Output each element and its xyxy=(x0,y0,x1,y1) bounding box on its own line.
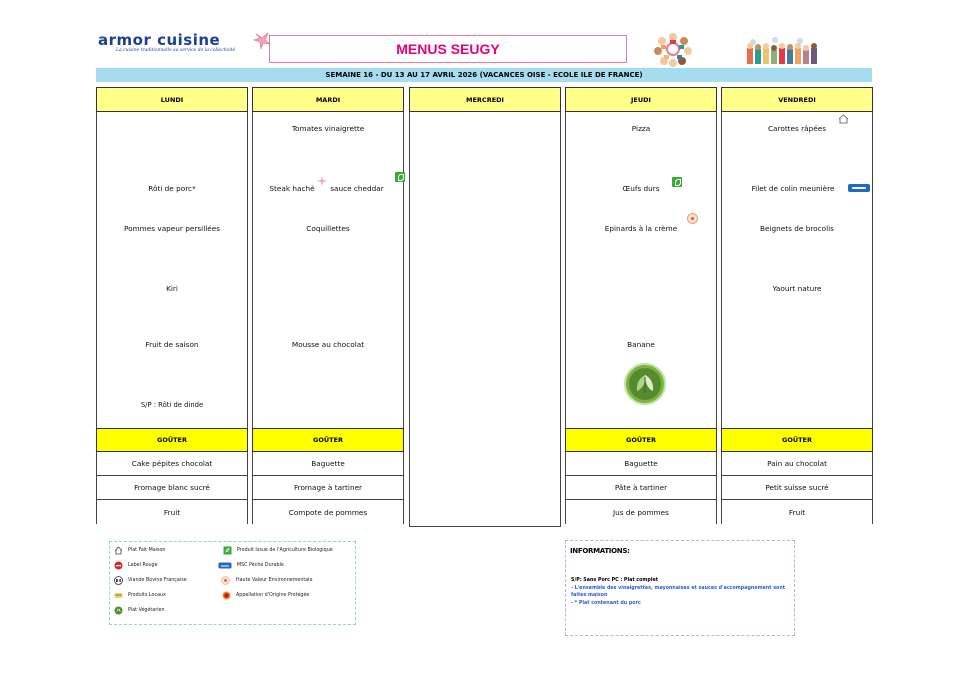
legend-label: Label Rouge xyxy=(128,563,158,568)
menu-item: Carottes râpées xyxy=(767,124,827,133)
armor-cuisine-logo xyxy=(98,32,258,53)
legend-item xyxy=(222,591,309,600)
day-header: JEUDI xyxy=(565,87,717,112)
day-column-mercredi xyxy=(409,87,561,527)
day-menu xyxy=(252,112,404,428)
menu-item: Banane xyxy=(627,340,655,349)
gouter-item: Fruit xyxy=(96,500,248,524)
legend-label: Haute Valeur Environnementale xyxy=(236,578,313,583)
day-header: MERCREDI xyxy=(409,87,561,112)
gouter-item: Pain au chocolat xyxy=(721,452,873,476)
legend-item xyxy=(114,606,165,615)
info-note: - * Plat contenant du porc xyxy=(571,601,641,606)
menu-title-box xyxy=(269,35,627,63)
plat-vegetarien-icon xyxy=(114,606,123,615)
day-header: LUNDI xyxy=(96,87,248,112)
menu-item: Mousse au chocolat xyxy=(291,340,365,349)
day-column-vendredi xyxy=(721,87,873,527)
viande-bovine-icon xyxy=(114,576,123,585)
menu-item: sauce cheddar xyxy=(330,184,384,193)
aop-icon xyxy=(222,591,231,600)
gouter-header: GOÛTER xyxy=(252,428,404,452)
legend-label: Produits Locaux xyxy=(128,593,166,598)
day-header: MARDI xyxy=(252,87,404,112)
day-header: VENDREDI xyxy=(721,87,873,112)
menu-item-sans-porc: S/P : Rôti de dinde xyxy=(140,401,204,409)
agriculture-bio-icon xyxy=(672,177,682,187)
gouter-header: GOÛTER xyxy=(565,428,717,452)
menu-item: Rôti de porc* xyxy=(148,184,196,193)
legend-label: Produit Issue de l'Agriculture Biologique xyxy=(237,548,333,553)
menu-item: Steak haché xyxy=(269,184,315,193)
menu-item: Œufs durs xyxy=(622,184,660,193)
house-icon xyxy=(114,546,123,555)
menu-item: Fruit de saison xyxy=(145,340,199,349)
week-label: SEMAINE 16 - DU 13 AU 17 AVRIL 2026 (VACANCES OISE - ECOLE ILE DE FRANCE) xyxy=(325,71,643,79)
page-title: MENUS SEUGY xyxy=(396,41,500,57)
legend-box xyxy=(109,541,356,625)
day-menu xyxy=(96,112,248,428)
hve-icon xyxy=(687,213,698,224)
msc-icon xyxy=(848,184,870,192)
menu-item: Pommes vapeur persillées xyxy=(123,224,221,233)
label-rouge-icon xyxy=(114,561,123,570)
gouter-header: GOÛTER xyxy=(96,428,248,452)
legend-item xyxy=(220,576,312,585)
produits-locaux-icon xyxy=(114,591,123,600)
legend-item xyxy=(218,561,284,570)
day-menu-empty xyxy=(409,112,561,527)
hve-icon xyxy=(220,576,231,585)
informations-box xyxy=(565,540,795,636)
kids-circle-icon xyxy=(652,31,694,67)
gouter-item: Fromage à tartiner xyxy=(252,476,404,500)
legend-item xyxy=(114,591,166,600)
gouter-item: Cake pépites chocolat xyxy=(96,452,248,476)
info-note: - L'ensemble des vinaigrettes, mayonnaises et sauces d'accompagnement sont faites maison xyxy=(571,586,786,598)
gouter-item: Jus de pommes xyxy=(565,500,717,524)
menu-item: Coquillettes xyxy=(306,224,350,233)
house-icon xyxy=(838,114,849,124)
gouter-item: Baguette xyxy=(565,452,717,476)
day-menu xyxy=(565,112,717,428)
legend-item xyxy=(223,546,333,555)
gouter-item: Compote de pommes xyxy=(252,500,404,524)
gouter-item: Baguette xyxy=(252,452,404,476)
informations-title: INFORMATIONS: xyxy=(570,547,630,555)
day-column-jeudi xyxy=(565,87,717,527)
day-column-lundi xyxy=(96,87,248,527)
legend-label: Plat Fait Maison xyxy=(128,548,166,553)
week-banner xyxy=(96,68,872,82)
menu-item: Pizza xyxy=(631,124,651,133)
menu-item: Tomates vinaigrette xyxy=(291,124,365,133)
day-column-mardi xyxy=(252,87,404,527)
gouter-item: Pâte à tartiner xyxy=(565,476,717,500)
msc-icon xyxy=(218,561,232,570)
abbreviations: S/P: Sans Porc PC : Plat complet xyxy=(571,578,659,583)
legend-label: Plat Végétarien xyxy=(128,608,165,613)
brand-name: armor cuisine xyxy=(98,31,221,49)
agriculture-bio-icon xyxy=(395,172,405,182)
gouter-header: GOÛTER xyxy=(721,428,873,452)
menu-item: Epinards à la crème xyxy=(604,224,678,233)
gouter-item: Fromage blanc sucré xyxy=(96,476,248,500)
menu-item: Yaourt nature xyxy=(772,284,822,293)
gouter-item: Fruit xyxy=(721,500,873,524)
day-menu xyxy=(721,112,873,428)
menu-item: Kiri xyxy=(166,284,178,293)
legend-label: Appellation d'Origine Protégée xyxy=(236,593,310,598)
brand-tagline: La cuisine traditionnelle au service de la collectivité xyxy=(116,48,236,53)
plat-vegetarien-icon xyxy=(624,363,666,405)
menu-item: Filet de colin meunière xyxy=(751,184,835,193)
legend-item xyxy=(114,546,165,555)
kids-crowd-icon xyxy=(745,36,820,66)
legend-label: Viande Bovine Française xyxy=(128,578,187,583)
legend-item xyxy=(114,561,158,570)
legend-item xyxy=(114,576,187,585)
legend-label: MSC Pêche Durable xyxy=(237,563,284,568)
menu-item: Beignets de brocolis xyxy=(760,224,834,233)
agriculture-bio-icon xyxy=(223,546,232,555)
gouter-item: Petit suisse sucré xyxy=(721,476,873,500)
